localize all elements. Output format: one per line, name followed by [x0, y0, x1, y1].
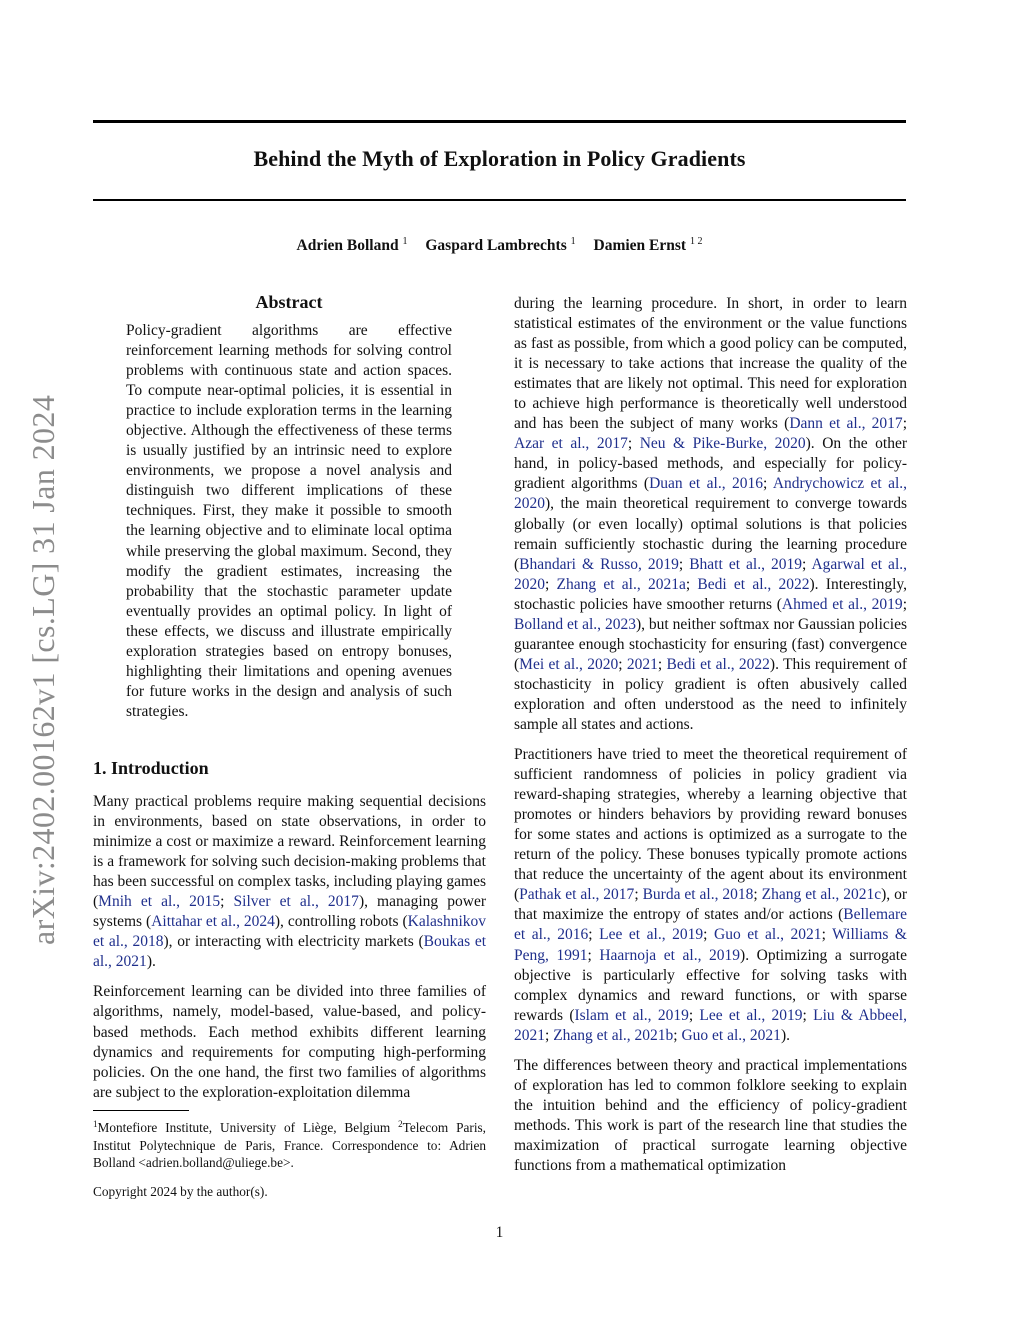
citation-link[interactable]: Islam et al., 2019	[574, 1006, 689, 1024]
citation-link[interactable]: 2021	[626, 655, 658, 673]
author-3	[594, 237, 703, 254]
author-name: Adrien Bolland	[296, 237, 399, 254]
citation-link[interactable]: Zhang et al., 2021b	[553, 1026, 674, 1044]
citation-link[interactable]: Mei et al., 2020	[519, 655, 619, 673]
paragraph: Practitioners have tried to meet the theoretical requirement of sufficient randomness of policies in policy gradient via reward-shaping strategies, whereby a learning objective that promotes or hinders behaviors by providing reward bonuses for some states and actions is optimized as a surrogate to the return of the policy. These bonuses typically promote actions that reduce the uncertainty of the agent about its environment (Pathak et al., 2017; Burda et al., 2018; Zhang et al., 2021c), or that maximize the entropy of states and/or actions (Bellemare et al., 2016; Lee et al., 2019; Guo et al., 2021; Williams & Peng, 1991; Haarnoja et al., 2019). Optimizing a surrogate objective is particularly effective for solving tasks with complex dynamics and reward functions, or with sparse rewards (Islam et al., 2019; Lee et al., 2019; Liu & Abbeel, 2021; Zhang et al., 2021b; Guo et al., 2021).	[514, 746, 907, 1044]
page-number: 1	[495, 1224, 504, 1241]
right-column-body	[514, 294, 907, 1176]
citation-link[interactable]: Lee et al., 2019	[599, 926, 704, 944]
citation-link[interactable]: Andrychowicz et al., 2020	[514, 475, 907, 513]
citation-link[interactable]: Boukas et al., 2021	[93, 933, 487, 971]
title-rule-top	[93, 120, 906, 123]
abstract-heading: Abstract	[255, 292, 323, 312]
citation-link[interactable]: Bhatt et al., 2019	[689, 555, 802, 573]
paper-title: Behind the Myth of Exploration in Policy Gradients	[253, 146, 746, 171]
citation-link[interactable]: Duan et al., 2016	[649, 475, 763, 493]
citation-link[interactable]: Neu & Pike-Burke, 2020	[639, 435, 806, 453]
citation-link[interactable]: Burda et al., 2018	[642, 886, 754, 904]
citation-link[interactable]: Bedi et al., 2022	[666, 655, 770, 673]
citation-link[interactable]: Bedi et al., 2022	[697, 575, 810, 593]
author-1	[297, 237, 408, 254]
footnote-rule	[93, 1110, 189, 1111]
author-affiliation: 1	[570, 236, 576, 247]
citation-link[interactable]: Bellemare et al., 2016	[514, 906, 907, 944]
citation-link[interactable]: Agarwal et al., 2020	[514, 555, 907, 593]
introduction-body	[93, 792, 486, 1103]
title-rule-bottom	[93, 199, 906, 201]
author-name: Damien Ernst	[593, 237, 687, 254]
author-affiliation: 1	[402, 236, 408, 247]
author-name: Gaspard Lambrechts	[425, 237, 567, 254]
arxiv-identifier: arXiv:2402.00162v1 [cs.LG] 31 Jan 2024	[25, 394, 61, 945]
paragraph: The differences between theory and practical implementations of exploration has led to common folklore seeking to explain the intuition behind and the efficiency of policy-gradient methods. This work is part of the research line that studies the maximization of practical surrogate learning objective functions from a mathematical optimization	[514, 1056, 907, 1174]
citation-link[interactable]: Guo et al., 2021	[714, 926, 822, 944]
citation-link[interactable]: Williams & Peng, 1991	[514, 926, 907, 964]
paragraph: during the learning procedure. In short, in order to learn statistical estimates of the environment or the value functions as fast as possible, from which a good policy can be computed, it is necessary to take actions that increase the quality of the estimates that are likely not optimal. This need for exploration to achieve high performance is theoretically well understood and has been the subject of many works (Dann et al., 2017; Azar et al., 2017; Neu & Pike-Burke, 2020). On the other hand, in policy-based methods, and especially for policy-gradient algorithms (Duan et al., 2016; Andrychowicz et al., 2020), the main theoretical requirement to converge towards globally (or even locally) optimal solutions is that policies remain sufficiently stochastic during the learning procedure (Bhandari & Russo, 2019; Bhatt et al., 2019; Agarwal et al., 2020; Zhang et al., 2021a; Bedi et al., 2022). Interestingly, stochastic policies have smoother returns (Ahmed et al., 2019; Bolland et al., 2023), but neither softmax nor Gaussian policies guarantee enough stochasticity for ensuring (fast) convergence (Mei et al., 2020; 2021; Bedi et al., 2022). This requirement of stochasticity in policy gradient is often abusively called exploration and often understood as the need to infinitely sample all states and actions.	[514, 295, 908, 733]
citation-link[interactable]: Silver et al., 2017	[233, 893, 359, 911]
affiliation-footnote	[93, 1116, 486, 1172]
citation-link[interactable]: Ahmed et al., 2019	[781, 595, 903, 613]
citation-link[interactable]: Zhang et al., 2021a	[556, 575, 686, 593]
citation-link[interactable]: Lee et al., 2019	[699, 1006, 803, 1024]
citation-link[interactable]: Zhang et al., 2021c	[761, 886, 882, 904]
citation-link[interactable]: Bolland et al., 2023	[514, 615, 636, 633]
citation-link[interactable]: Azar et al., 2017	[514, 435, 628, 453]
citation-link[interactable]: Pathak et al., 2017	[519, 886, 635, 904]
author-affiliation: 1 2	[689, 236, 703, 247]
citation-link[interactable]: Dann et al., 2017	[789, 415, 903, 433]
citation-link[interactable]: Liu & Abbeel, 2021	[514, 1006, 907, 1044]
author-2	[425, 237, 575, 254]
copyright-notice: Copyright 2024 by the author(s).	[93, 1184, 268, 1199]
footnote-mark: 2	[398, 1119, 403, 1129]
citation-link[interactable]: Kalashnikov et al., 2018	[93, 913, 487, 951]
abstract-text: Policy-gradient algorithms are effective reinforcement learning methods for solving control problems with continuous state and action spaces. To compute near-optimal policies, it is essential in practice to include exploration terms in the learning objective. Although the effectiveness of these terms is usually justified by an intrinsic need to explore environments, we propose a novel analysis and distinguish two different implications of these techniques. First, they make it possible to smooth the learning objective and to eliminate local optima while preserving the global maximum. Second, they modify the gradient estimates, increasing the probability that the stochastic parameter update eventually provides an optimal policy. In light of these effects, we discuss and illustrate empirically exploration strategies based on entropy bonuses, highlighting their limitations and opening avenues for future works in the design and analysis of such strategies.	[126, 322, 452, 720]
citation-link[interactable]: Haarnoja et al., 2019	[599, 946, 741, 964]
citation-link[interactable]: Mnih et al., 2015	[98, 893, 221, 911]
author-list	[93, 236, 906, 255]
abstract-body	[126, 321, 452, 722]
footnote-mark: 1	[93, 1119, 98, 1129]
citation-link[interactable]: Bhandari & Russo, 2019	[519, 555, 679, 573]
paragraph: Many practical problems require making sequential decisions in environments, based on state observations, in order to minimize a cost or maximize a reward. Reinforcement learning is a framework for solving such decision-making problems that has been successful on complex tasks, including playing games (Mnih et al., 2015; Silver et al., 2017), managing power systems (Aittahar et al., 2024), controlling robots (Kalashnikov et al., 2018), or interacting with electricity markets (Boukas et al., 2021).	[93, 793, 487, 971]
citation-link[interactable]: Aittahar et al., 2024	[151, 913, 275, 931]
affiliation-2: Telecom Paris, Institut Polytechnique de Paris, France. Correspondence to: Adrien Bolland <adrien.bolland@uliege.be>.	[93, 1120, 487, 1170]
introduction-heading: 1. Introduction	[93, 758, 209, 778]
citation-link[interactable]: Guo et al., 2021	[681, 1026, 781, 1044]
paragraph: Reinforcement learning can be divided into three families of algorithms, namely, model-based, value-based, and policy-based methods. Each method exhibits different learning dynamics and requirements for computing high-performing policies. On the one hand, the first two families of algorithms are subject to the exploration-exploitation dilemma	[93, 983, 486, 1101]
affiliation-1: Montefiore Institute, University of Liège, Belgium	[97, 1120, 391, 1135]
